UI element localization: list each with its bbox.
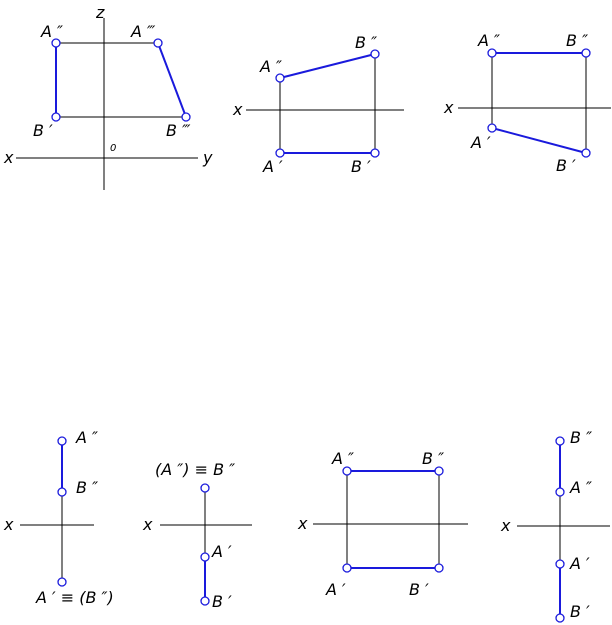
point-a-frontal xyxy=(58,437,66,445)
x-axis-label: x xyxy=(4,515,14,534)
figure-3 xyxy=(443,31,611,175)
figure-5 xyxy=(142,460,252,611)
label-a-frontal: A ″ xyxy=(570,478,593,497)
label-b-frontal: B ″ xyxy=(76,478,99,497)
label-b-horizontal: B ′ xyxy=(570,602,590,621)
point-b-horizontal xyxy=(201,597,209,605)
point-b-frontal xyxy=(435,467,443,475)
figure-6 xyxy=(297,449,468,599)
point-b-horizontal xyxy=(556,614,564,622)
z-axis-label: z xyxy=(96,3,105,22)
point-b-horizontal xyxy=(52,113,60,121)
label-a-frontal: A ″ xyxy=(332,449,355,468)
x-axis-label: x xyxy=(4,148,14,167)
label-a-horizontal: A ′ xyxy=(570,554,590,573)
point-b-frontal xyxy=(556,437,564,445)
point-a-horizontal xyxy=(343,564,351,572)
label-b-frontal: B ″ xyxy=(422,449,445,468)
point-a-frontal xyxy=(488,49,496,57)
point-a-frontal xyxy=(343,467,351,475)
label-b-horizontal: B ′ xyxy=(556,156,576,175)
label-a-b-frontal: (A ″) ≡ B ″ xyxy=(155,460,236,479)
figure-4 xyxy=(3,428,114,607)
x-axis-label: x xyxy=(143,515,153,534)
label-b-frontal: B ″ xyxy=(566,31,589,50)
figure-1 xyxy=(3,3,213,190)
point-a-b-horizontal xyxy=(58,578,66,586)
label-a-horizontal: A ′ xyxy=(212,542,232,561)
label-a-frontal: A ″ xyxy=(76,428,99,447)
origin-label: 0 xyxy=(110,143,117,154)
label-b-horizontal: B ′ xyxy=(409,580,429,599)
point-a-frontal xyxy=(556,488,564,496)
point-a-horizontal xyxy=(276,149,284,157)
x-axis-label: x xyxy=(444,98,454,117)
point-b-horizontal xyxy=(435,564,443,572)
y-axis-label: y xyxy=(203,148,213,167)
label-a-horizontal: A ′ xyxy=(326,580,346,599)
segment-frontal xyxy=(280,54,375,78)
point-b-profile xyxy=(182,113,190,121)
label-a-b-horizontal: A ′ ≡ (B ″) xyxy=(36,588,114,607)
point-b-frontal xyxy=(58,488,66,496)
label-b-horizontal: B ′ xyxy=(212,592,232,611)
label-b-profile: B ‴ xyxy=(166,121,191,140)
point-b-horizontal xyxy=(582,149,590,157)
point-b-frontal xyxy=(582,49,590,57)
segment-profile xyxy=(158,43,186,117)
x-axis-label: x xyxy=(298,514,308,533)
label-b-horizontal: B ′ xyxy=(33,121,53,140)
point-a-horizontal xyxy=(556,560,564,568)
label-a-frontal: A ″ xyxy=(260,57,283,76)
label-a-horizontal: A ′ xyxy=(263,157,283,176)
point-a-horizontal xyxy=(201,553,209,561)
label-b-frontal: B ″ xyxy=(570,428,593,447)
x-axis-label: x xyxy=(233,100,243,119)
point-a-b-frontal xyxy=(201,484,209,492)
x-axis-label: x xyxy=(501,516,511,535)
label-b-frontal: B ″ xyxy=(355,33,378,52)
figure-2 xyxy=(232,33,404,176)
label-a-frontal: A ″ xyxy=(41,22,64,41)
point-b-horizontal xyxy=(371,149,379,157)
label-a-horizontal: A ′ xyxy=(471,133,491,152)
label-b-horizontal: B ′ xyxy=(351,157,371,176)
segment-horizontal xyxy=(492,128,586,153)
point-a-horizontal xyxy=(488,124,496,132)
label-a-frontal: A ″ xyxy=(478,31,501,50)
figure-7 xyxy=(500,428,610,622)
label-a-profile: A ‴ xyxy=(131,22,156,41)
